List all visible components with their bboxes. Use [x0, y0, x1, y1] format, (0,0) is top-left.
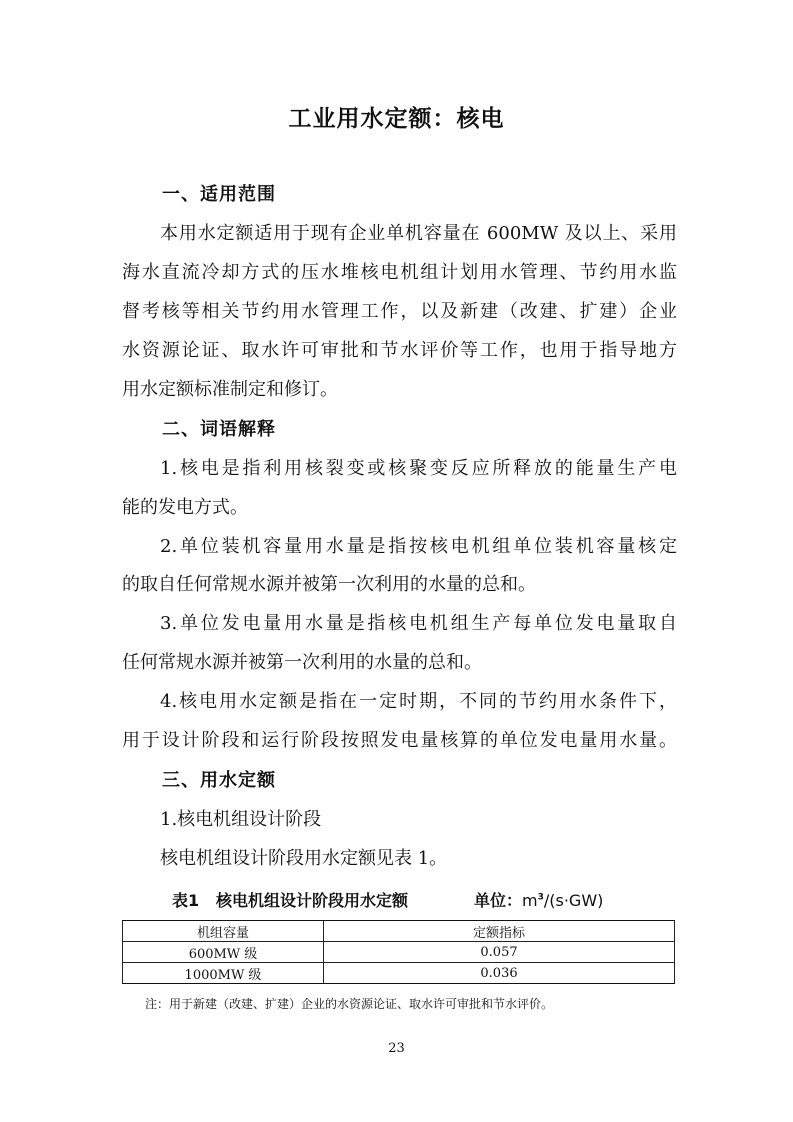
- unit-base: m: [522, 891, 538, 910]
- table-row: [123, 963, 675, 984]
- unit-superscript: 3: [537, 892, 544, 903]
- paragraph-line: 2.单位装机容量用水量是指按核电机组单位装机容量核定: [160, 536, 677, 557]
- column-header-capacity: 机组容量: [123, 921, 324, 942]
- section-heading-terms: 二、词语解释: [162, 419, 276, 440]
- paragraph-line: 3.单位发电量用水量是指核电机组生产每单位发电量取自: [160, 613, 677, 634]
- cell-quota: 0.057: [324, 942, 675, 963]
- page-number: 23: [388, 1041, 405, 1056]
- paragraph-line: 用于设计阶段和运行阶段按照发电量核算的单位发电量用水量。: [122, 730, 677, 751]
- unit-rest: /(s·GW): [543, 891, 604, 910]
- paragraph-line: 用水定额标准制定和修订。: [122, 379, 338, 400]
- table-note: 注：用于新建（改建、扩建）企业的水资源论证、取水许可审批和节水评价。: [145, 997, 554, 1011]
- cell-quota: 0.036: [324, 963, 675, 984]
- paragraph-line: 的取自任何常规水源并被第一次利用的水量的总和。: [122, 574, 536, 595]
- paragraph-line: 能的发电方式。: [122, 497, 248, 518]
- table-header-row: [123, 921, 675, 942]
- table-title: 核电机组设计阶段用水定额: [216, 891, 409, 910]
- paragraph-line: 1.核电是指利用核裂变或核聚变反应所释放的能量生产电: [160, 458, 677, 479]
- paragraph-line: 核电机组设计阶段用水定额见表 1。: [160, 848, 448, 869]
- section-heading-scope: 一、适用范围: [162, 184, 276, 205]
- cell-capacity: 600MW 级: [123, 942, 324, 963]
- table-unit: [474, 888, 603, 911]
- table-row: [123, 942, 675, 963]
- table-label: 表1: [172, 891, 200, 910]
- column-header-quota: 定额指标: [324, 921, 675, 942]
- paragraph-line: 督考核等相关节约用水管理工作，以及新建（改建、扩建）企业: [122, 301, 677, 322]
- paragraph-line: 本用水定额适用于现有企业单机容量在 600MW 及以上、采用: [160, 223, 677, 244]
- paragraph-line: 4.核电用水定额是指在一定时期，不同的节约用水条件下，: [160, 691, 677, 712]
- unit-label: 单位：: [474, 891, 523, 910]
- section-heading-quota: 三、用水定额: [162, 770, 276, 791]
- paragraph-line: 1.核电机组设计阶段: [160, 809, 322, 830]
- paragraph-line: 任何常规水源并被第一次利用的水量的总和。: [122, 652, 482, 673]
- water-quota-table: [122, 920, 675, 984]
- cell-capacity: 1000MW 级: [123, 963, 324, 984]
- document-title: 工业用水定额：核电: [288, 106, 505, 132]
- paragraph-line: 海水直流冷却方式的压水堆核电机组计划用水管理、节约用水监: [122, 262, 677, 283]
- paragraph-line: 水资源论证、取水许可审批和节水评价等工作，也用于指导地方: [122, 340, 677, 361]
